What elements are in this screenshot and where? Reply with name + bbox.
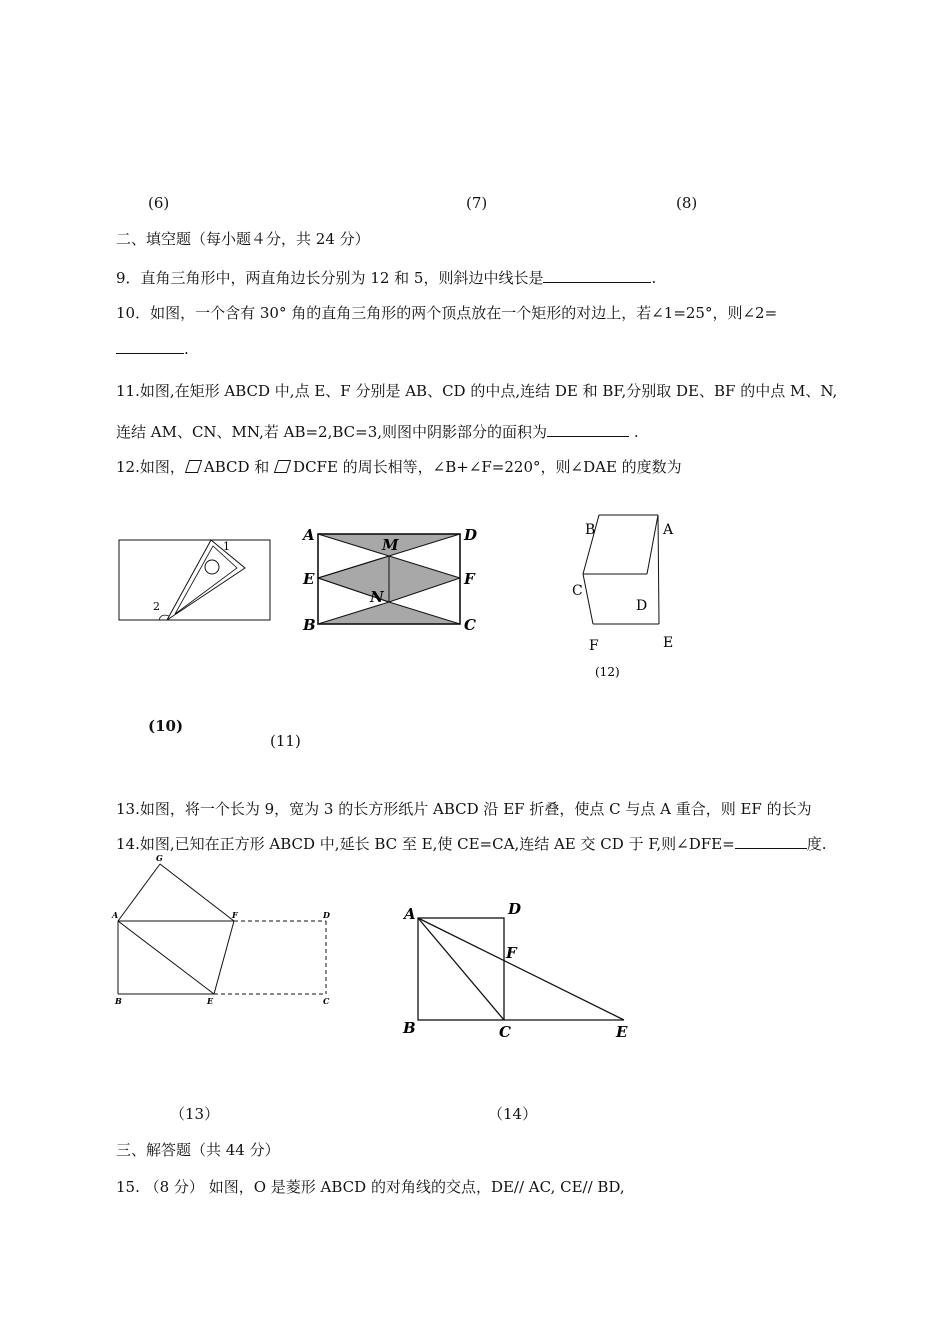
point-label-C: C bbox=[572, 583, 583, 599]
answer-blank-14[interactable] bbox=[735, 834, 807, 849]
figure-14-square-extension bbox=[398, 898, 638, 1048]
question-15: 15. （8 分） 如图，O 是菱形 ABCD 的对角线的交点，DE// AC, CE// BD, bbox=[116, 1178, 625, 1196]
question-13: 13.如图，将一个长为 9，宽为 3 的长方形纸片 ABCD 沿 EF 折叠，使点 C 与点 A 重合，则 EF 的长为 bbox=[116, 800, 812, 818]
point-label-C: C bbox=[464, 616, 476, 634]
point-label-M: M bbox=[382, 536, 399, 554]
point-label-D: D bbox=[508, 900, 522, 918]
point-label-E: E bbox=[663, 635, 674, 651]
figure-caption-10: (10) bbox=[148, 717, 184, 735]
point-label-D: D bbox=[323, 910, 330, 920]
question-14-end: 度. bbox=[806, 835, 827, 853]
point-label-F: F bbox=[589, 638, 599, 654]
point-label-B: B bbox=[585, 522, 596, 538]
question-14-text: 14.如图,已知在正方形 ABCD 中,延长 BC 至 E,使 CE=CA,连结 AE 交 CD 于 F,则∠DFE= bbox=[116, 835, 735, 853]
question-9-end: . bbox=[651, 269, 657, 287]
point-label-A: A bbox=[404, 905, 416, 923]
point-label-D: D bbox=[636, 598, 648, 614]
section-title-solve: 三、解答题（共 44 分） bbox=[116, 1141, 280, 1159]
question-12-pre: 12.如图， bbox=[116, 458, 185, 476]
point-label-E: E bbox=[303, 570, 315, 588]
question-10-end: . bbox=[184, 340, 189, 358]
question-10-line1: 10．如图，一个含有 30° 角的直角三角形的两个顶点放在一个矩形的对边上，若∠1=25°，则∠2= bbox=[116, 304, 778, 322]
figure-caption-14: （14） bbox=[488, 1105, 538, 1123]
point-label-A: A bbox=[112, 910, 119, 920]
parallelogram-icon bbox=[185, 460, 202, 473]
question-11-end: . bbox=[633, 423, 639, 441]
figure-caption-7: (7) bbox=[466, 194, 488, 212]
point-label-E: E bbox=[616, 1023, 628, 1041]
question-11-text: 连结 AM、CN、MN,若 AB=2,BC=3,则图中阴影部分的面积为 bbox=[116, 423, 548, 441]
question-11-line1: 11.如图,在矩形 ABCD 中,点 E、F 分别是 AB、CD 的中点,连结 DE 和 BF,分别取 DE、BF 的中点 M、N, bbox=[116, 382, 838, 400]
point-label-B: B bbox=[303, 616, 316, 634]
figure-caption-8: (8) bbox=[676, 194, 698, 212]
point-label-A: A bbox=[303, 526, 315, 544]
point-label-D: D bbox=[464, 526, 478, 544]
figure-caption-6: (6) bbox=[148, 194, 170, 212]
question-10-line2 bbox=[116, 339, 189, 359]
question-9 bbox=[116, 268, 656, 288]
point-label-F: F bbox=[464, 570, 475, 588]
question-12-mid1: ABCD 和 bbox=[203, 458, 270, 476]
point-label-N: N bbox=[370, 588, 384, 606]
figure-caption-13: （13） bbox=[170, 1105, 220, 1123]
question-9-text: 9．直角三角形中，两直角边长分别为 12 和 5，则斜边中线长是 bbox=[116, 269, 544, 287]
point-label-G: G bbox=[156, 853, 163, 863]
question-12-mid2: DCFE 的周长相等，∠B+∠F=220°，则∠DAE 的度数为 bbox=[293, 458, 682, 476]
angle-label-2: 2 bbox=[153, 600, 160, 613]
figure-11-rectangle-shaded bbox=[300, 522, 480, 634]
figure-13-folded-rectangle bbox=[110, 850, 340, 1010]
figure-10-rectangle-triangle bbox=[115, 530, 275, 625]
point-label-E: E bbox=[207, 996, 214, 1006]
point-label-C: C bbox=[499, 1023, 511, 1041]
point-label-B: B bbox=[115, 996, 122, 1006]
angle-label-1: 1 bbox=[223, 540, 230, 553]
answer-blank-11[interactable] bbox=[547, 422, 629, 437]
point-label-A: A bbox=[663, 522, 674, 538]
question-11-line2 bbox=[116, 422, 639, 442]
figure-12-parallelograms bbox=[565, 510, 695, 685]
section-title-fill-in: 二、填空题（每小题４分，共 24 分） bbox=[116, 230, 370, 248]
point-label-B: B bbox=[403, 1019, 416, 1037]
answer-blank-10[interactable] bbox=[116, 339, 184, 354]
point-label-C: C bbox=[323, 996, 330, 1006]
parallelogram-icon bbox=[274, 460, 291, 473]
figure-caption-11: (11) bbox=[270, 732, 301, 750]
answer-blank-9[interactable] bbox=[543, 268, 651, 283]
point-label-F: F bbox=[232, 910, 238, 920]
point-label-F: F bbox=[506, 944, 517, 962]
figure-caption-12: (12) bbox=[595, 665, 620, 679]
question-12 bbox=[116, 457, 682, 477]
